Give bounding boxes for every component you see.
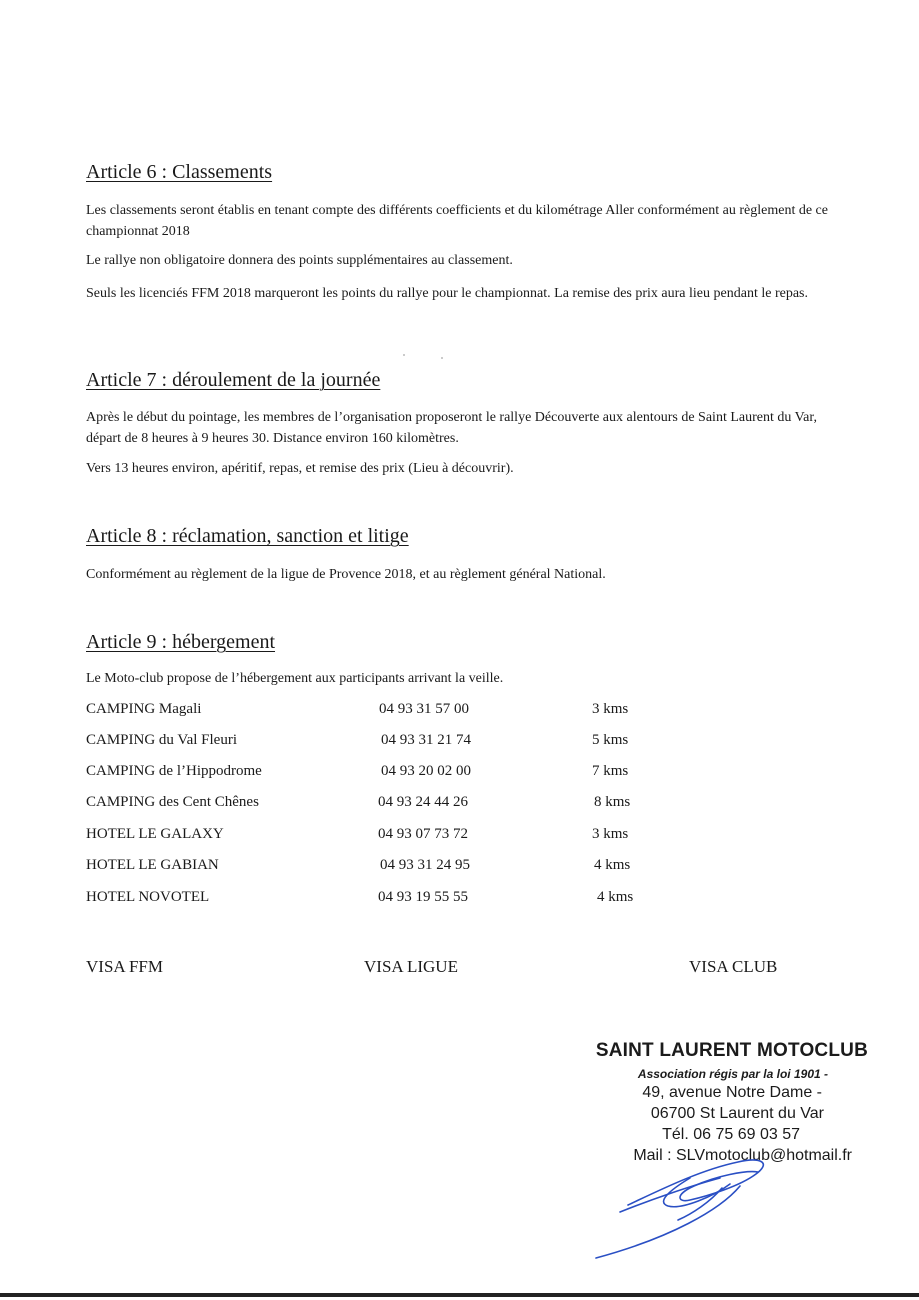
article-6-paragraph-1: Les classements seront établis en tenant compte des différents coefficients et du kilométrage Aller conformément au règlement de ce championnat 2018 [86,203,828,239]
lodging-name: CAMPING du Val Fleuri [86,732,237,748]
article-6-paragraph-3: Seuls les licenciés FFM 2018 marqueront les points du rallye pour le championnat. La remise des prix aura lieu pendant le repas. [86,286,808,301]
lodging-name: HOTEL LE GALAXY [86,826,224,842]
lodging-name: CAMPING Magali [86,701,202,717]
article-7-heading: Article 7 : déroulement de la journée [86,369,381,391]
lodging-phone: 04 93 20 02 00 [381,763,471,779]
scan-speck [403,354,405,356]
lodging-distance: 5 kms [592,732,629,748]
lodging-distance: 4 kms [594,857,631,873]
lodging-distance: 3 kms [592,701,629,717]
lodging-row [0,701,919,721]
lodging-row [0,794,919,814]
scan-speck [441,357,443,359]
article-8-paragraph-1: Conformément au règlement de la ligue de Provence 2018, et au règlement général National. [86,567,606,582]
lodging-row [0,889,919,909]
visa-club-label: VISA CLUB [689,957,778,976]
stamp-mail: Mail : SLVmotoclub@hotmail.fr [633,1147,852,1164]
lodging-row [0,826,919,846]
lodging-name: CAMPING de l’Hippodrome [86,763,262,779]
lodging-name: CAMPING des Cent Chênes [86,794,259,810]
stamp-city: 06700 St Laurent du Var [650,1105,824,1122]
signature-icon [590,1140,790,1265]
article-9-paragraph-1: Le Moto-club propose de l’hébergement aux participants arrivant la veille. [86,671,504,686]
lodging-row [0,763,919,783]
stamp-address: 49, avenue Notre Dame - [642,1084,822,1101]
lodging-distance: 8 kms [594,794,631,810]
article-6-paragraph-2: Le rallye non obligatoire donnera des points supplémentaires au classement. [86,253,513,268]
lodging-row [0,732,919,752]
article-6-heading: Article 6 : Classements [86,161,273,183]
lodging-phone: 04 93 19 55 55 [378,889,468,905]
lodging-name: HOTEL NOVOTEL [86,889,210,905]
article-7-paragraph-1: Après le début du pointage, les membres de l’organisation proposeront le rallye Découverte aux alentours de Saint Laurent du Var, départ de 8 heures à 9 heures 30. Distance environ 160 kilomètres. [86,410,817,446]
stamp-phone: Tél. 06 75 69 03 57 [662,1126,800,1143]
article-7-paragraph-2: Vers 13 heures environ, apéritif, repas, et remise des prix (Lieu à découvrir). [86,461,514,476]
lodging-row [0,857,919,877]
lodging-phone: 04 93 07 73 72 [378,826,468,842]
lodging-phone: 04 93 31 24 95 [380,857,470,873]
lodging-name: HOTEL LE GABIAN [86,857,219,873]
lodging-phone: 04 93 24 44 26 [378,794,468,810]
bottom-border-line [0,1293,919,1297]
lodging-phone: 04 93 31 57 00 [379,701,469,717]
lodging-distance: 4 kms [597,889,634,905]
stamp-club-name: SAINT LAURENT MOTOCLUB [595,1040,868,1061]
article-8-heading: Article 8 : réclamation, sanction et litige [86,525,409,547]
lodging-distance: 7 kms [592,763,629,779]
lodging-distance: 3 kms [592,826,629,842]
lodging-phone: 04 93 31 21 74 [381,732,471,748]
visa-ligue-label: VISA LIGUE [364,957,458,976]
visa-ffm-label: VISA FFM [86,957,164,976]
article-9-heading: Article 9 : hébergement [86,631,276,653]
stamp-association: Association régis par la loi 1901 - [637,1067,828,1081]
